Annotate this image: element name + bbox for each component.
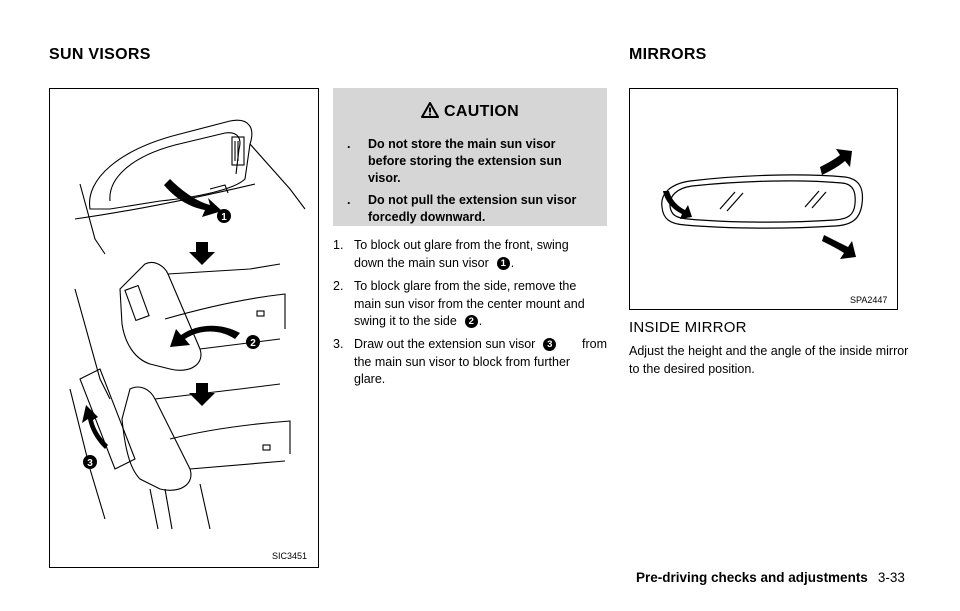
step-line [354,336,607,354]
caution-line: Do not store the main sun visor [368,137,556,151]
caution-bullet: . [347,137,351,151]
step-number: 1. [333,238,344,252]
sun-visor-figure [49,88,319,568]
step-text: . [510,255,515,270]
step-number: 3. [333,337,344,351]
footer-section-title: Pre-driving checks and adjustments [636,570,868,585]
step-line [354,255,607,273]
inside-mirror-illustration [630,89,897,309]
caution-line: Do not pull the extension sun visor [368,193,577,207]
figure-code-sun-visor: SIC3451 [272,551,308,561]
caution-line: forcedly downward. [368,210,486,224]
step-line: the main sun visor to block from further [354,354,571,369]
step-text: down the main sun visor [354,255,489,270]
caution-line: visor. [368,171,401,185]
instruction-step-1 [333,237,607,272]
step-text: from [582,337,607,351]
step-text: . [478,314,483,328]
instruction-step-3 [333,336,607,389]
caution-title [333,102,607,121]
inside-mirror-heading: INSIDE MIRROR [629,319,747,336]
step-text: swing it to the side [354,314,457,328]
warning-triangle-icon [421,102,439,118]
caution-line: before storing the extension sun [368,154,562,168]
step-number: 2. [333,279,344,293]
step-text: Draw out the extension sun visor [354,337,536,351]
page-number: 3-33 [877,570,905,585]
caution-box [333,88,607,226]
instruction-step-2 [333,278,607,331]
step-line: glare. [354,372,386,386]
ref-marker-2: 2 [465,315,478,328]
inside-mirror-text: Adjust the height and the angle of the inside mirror to the desired position. [629,344,909,376]
caution-title-text: CAUTION [444,103,519,120]
ref-marker-3: 3 [543,338,556,351]
marker-2: 2 [250,338,256,349]
ref-marker-1: 1 [497,257,510,270]
step-line [354,313,607,331]
step-line: To block out glare from the front, swing [354,238,569,252]
caution-item [347,136,600,187]
sun-visor-illustration [50,89,318,567]
caution-bullet: . [347,193,351,207]
step-line: main sun visor from the center mount and [354,296,585,311]
inside-mirror-figure [629,88,898,310]
caution-item [347,192,600,226]
section-heading-sun-visors: SUN VISORS [49,46,151,63]
section-heading-mirrors: MIRRORS [629,46,707,63]
marker-1: 1 [221,212,227,223]
step-line: To block glare from the side, remove the [354,279,577,293]
page-footer [636,570,905,585]
figure-code-mirror: SPA2447 [850,295,888,305]
marker-3: 3 [87,458,93,469]
